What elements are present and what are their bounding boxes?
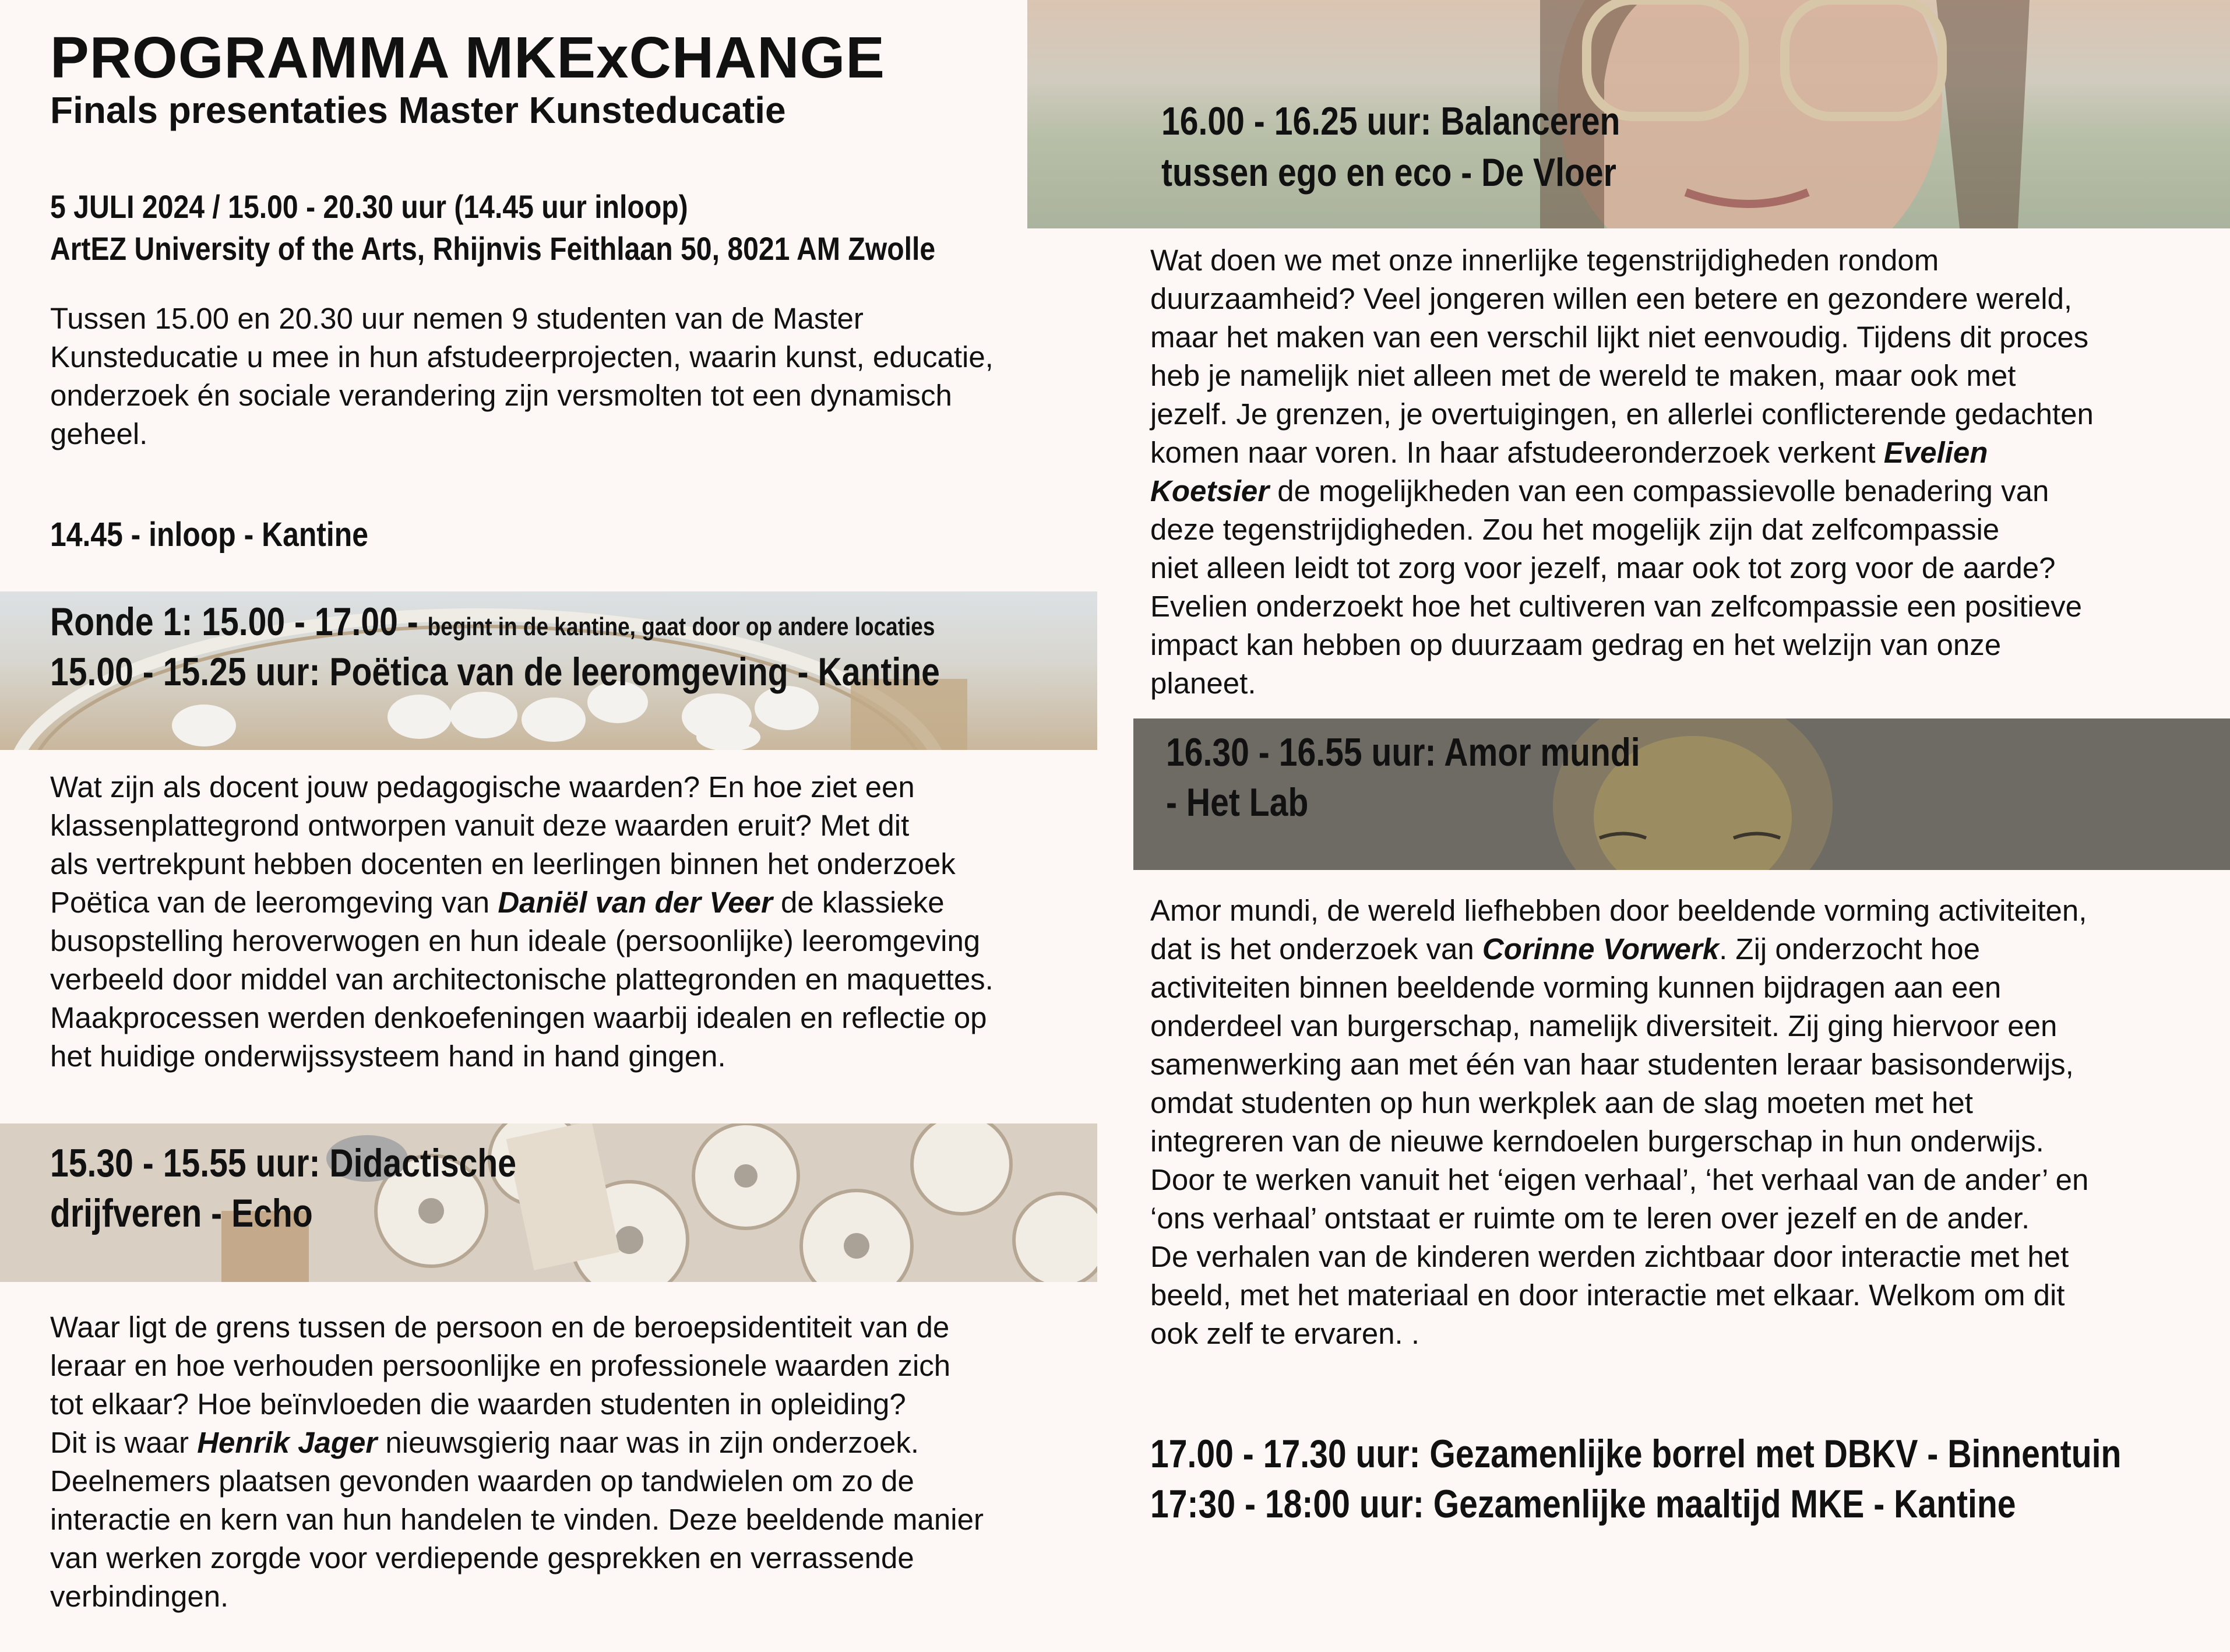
session1-body: Wat zijn als docent jouw pedagogische waarden? En hoe ziet een klassenplattegrond ontworpen vanuit deze waarden eruit? Met dit als vertrekpunt hebben docenten en leerlingen binnen het onderzoek Poëtica van de leeromgeving van Daniël van der Veer de klassieke busopstelling heroverwogen en hun ideale (persoonlijke) leeromgeving verbeeld door middel van architectonische plattegronden en maquettes. Maakprocessen werden denkoefeningen waarbij idealen en reflectie op het huidige onderwijssysteem hand in hand gingen. — [50, 770, 994, 1073]
session4-title-1: 16.30 - 16.55 uur: Amor mundi — [1166, 730, 1640, 774]
event-date: 5 JULI 2024 / 15.00 - 20.30 uur (14.45 uur inloop) — [50, 188, 688, 225]
session3-title-2: tussen ego en eco - De Vloer — [1161, 150, 1616, 195]
page-title: PROGRAMMA MKExCHANGE — [50, 25, 885, 90]
round1-label: Ronde 1: 15.00 - 17.00 - — [50, 600, 418, 644]
page-subtitle: Finals presentaties Master Kunsteducatie — [50, 89, 786, 131]
session2-body: Waar ligt de grens tussen de persoon en de beroepsidentiteit van de leraar en hoe verhouden persoonlijke en professionele waarden zich tot elkaar? Hoe beïnvloeden die waarden studenten in opleiding? Dit is waar Henrik Jager nieuwsgierig naar was in zijn onderzoek. Deelnemers plaatsen gevonden waarden op tandwielen om zo de interactie en kern van hun handelen te vinden. Deze beeldende manier van werken zorgde voor verdiepende gesprekken en verrassende verbindingen. — [50, 1311, 984, 1613]
session3-title-1: 16.00 - 16.25 uur: Balanceren — [1161, 99, 1620, 143]
author-corinne: Corinne Vorwerk — [1482, 932, 1720, 966]
session2-title-1: 15.30 - 15.55 uur: Didactische — [50, 1141, 517, 1185]
author-henrik: Henrik Jager — [197, 1426, 378, 1459]
author-koetsier: Koetsier — [1150, 474, 1270, 508]
closing-maaltijd: 17:30 - 18:00 uur: Gezamenlijke maaltijd MKE - Kantine — [1150, 1482, 2016, 1526]
round1-banner — [0, 591, 1097, 750]
session1-title: 15.00 - 15.25 uur: Poëtica van de leeromgeving - Kantine — [50, 650, 940, 694]
session2-title-2: drijfveren - Echo — [50, 1191, 313, 1235]
intro-text: Tussen 15.00 en 20.30 uur nemen 9 studenten van de Master Kunsteducatie u mee in hun afstudeerprojecten, waarin kunst, educatie, onderzoek én sociale verandering zijn versmolten tot een dynamisch geheel. — [50, 302, 994, 450]
session3-body: Wat doen we met onze innerlijke tegenstrijdigheden rondom duurzaamheid? Veel jongeren willen een betere en gezondere wereld, maar het maken van een verschil lijkt niet eenvoudig. Tijdens dit proces heb je namelijk niet alleen met de wereld te maken, maar ook met jezelf. Je grenzen, je overtuigingen, en allerlei conflicterende gedachten komen naar voren. In haar afstudeeronderzoek verkent Evelien Koetsier de mogelijkheden van een compassievolle benadering van deze tegenstrijdigheden. Zou het mogelijk zijn dat zelfcompassie niet alleen leidt tot zorg voor jezelf, maar ook tot zorg voor de aarde? Evelien onderzoekt hoe het cultiveren van zelfcompassie een positieve impact kan hebben op duurzaam gedrag en het welzijn van onze planeet. — [1150, 244, 2094, 700]
round1-note: begint in de kantine, gaat door op andere locaties — [427, 612, 935, 641]
round1-label-row — [50, 596, 935, 653]
event-location: ArtEZ University of the Arts, Rhijnvis Feithlaan 50, 8021 AM Zwolle — [50, 230, 936, 267]
session4-body: Amor mundi, de wereld liefhebben door beeldende vorming activiteiten, dat is het onderzoek van Corinne Vorwerk. Zij onderzocht hoe activiteiten binnen beeldende vorming kunnen bijdragen aan een onderdeel van burgerschap, namelijk diversiteit. Zij ging hiervoor een samenwerking aan met één van haar studenten leraar basisonderwijs, omdat studenten op hun werkplek aan de slag moeten met het integreren van de nieuwe kerndoelen burgerschap in hun onderwijs. Door te werken vanuit het ‘eigen verhaal’, ‘het verhaal van de ander’ en ‘ons verhaal’ ontstaat er ruimte om te leren over jezelf en de ander. De verhalen van de kinderen werden zichtbaar door interactie met het beeld, met het materiaal en door interactie met elkaar. Welkom om dit ook zelf te ervaren. . — [1150, 894, 2089, 1350]
session4-title-2: - Het Lab — [1166, 780, 1309, 825]
author-evelien: Evelien — [1883, 436, 1988, 469]
closing-borrel: 17.00 - 17.30 uur: Gezamenlijke borrel met DBKV - Binnentuin — [1150, 1432, 2122, 1476]
session4-banner — [1133, 718, 2230, 870]
session2-banner — [0, 1123, 1097, 1282]
inloop-line: 14.45 - inloop - Kantine — [50, 516, 368, 554]
session3-banner — [1027, 0, 2230, 228]
author-daniel: Daniël van der Veer — [498, 886, 773, 919]
